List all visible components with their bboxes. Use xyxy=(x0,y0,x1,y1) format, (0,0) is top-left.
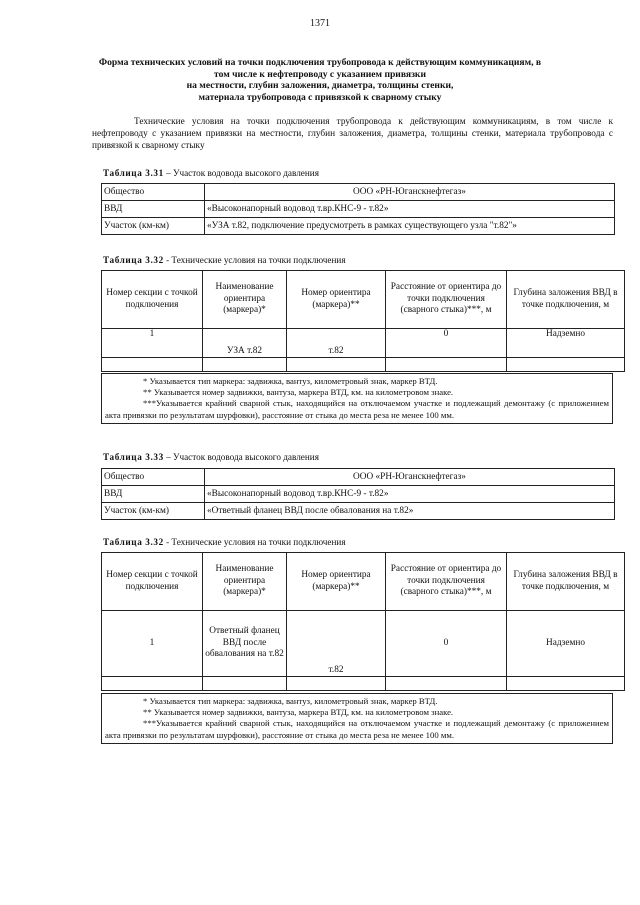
column-header: Глубина заложения ВВД в точке подключения, м xyxy=(507,271,625,329)
table-caption-text: - Технические условия на точки подключения xyxy=(163,255,346,265)
row-value: ООО «РН-Юганскнефтегаз» xyxy=(205,184,615,201)
row-label: Общество xyxy=(102,469,205,486)
column-header: Наименование ориентира (маркера)* xyxy=(203,553,287,611)
header-row xyxy=(102,553,625,611)
table-number: Таблица 3.32 xyxy=(103,537,164,547)
cell-depth: Надземно xyxy=(507,611,625,677)
empty-row xyxy=(102,358,625,372)
footnote: * Указывается тип маркера: задвижка, вантуз, километровый знак, маркер ВТД. xyxy=(143,696,438,706)
footnote: ** Указывается номер задвижки, вантуза, маркера ВТД, км. на километровом знаке. xyxy=(143,387,454,398)
table-number: Таблица 3.33 xyxy=(103,452,164,462)
title-line: на местности, глубин заложения, диаметра, толщины стенки, xyxy=(186,80,454,92)
table-number: Таблица 3.31 xyxy=(103,168,164,178)
column-header: Номер секции с точкой подключения xyxy=(102,271,203,329)
info-table xyxy=(101,468,615,520)
column-header: Номер ориентира (маркера)** xyxy=(287,271,386,329)
title-line: материала трубопровода с привязкой к сварному стыку xyxy=(198,91,442,103)
table-caption xyxy=(103,168,319,178)
cell-marker-name: УЗА т.82 xyxy=(203,329,287,358)
intro-paragraph: Технические условия на точки подключения трубопровода к действующим коммуникациям, в том числе к нефтепроводу с указанием привязки на местности, глубин заложения, диаметра, толщины стенки, материала трубопровода с привязкой к сварному стыку xyxy=(92,117,613,152)
table-row xyxy=(102,201,615,218)
row-label: ВВД xyxy=(102,486,205,503)
cell-distance: 0 xyxy=(386,611,507,677)
cell-marker-name: Ответный фланец ВВД после обвалования на т.82 xyxy=(203,611,287,677)
document-title xyxy=(95,57,545,103)
column-header: Глубина заложения ВВД в точке подключения, м xyxy=(507,553,625,611)
row-value: ООО «РН-Юганскнефтегаз» xyxy=(205,469,615,486)
empty-row xyxy=(102,677,625,691)
row-value: «УЗА т.82, подключение предусмотреть в рамках существующего узла "т.82"» xyxy=(205,218,615,235)
footnotes xyxy=(101,693,613,744)
table-caption-text: - Технические условия на точки подключения xyxy=(163,537,346,547)
footnote: ***Указывается крайний сварной стык, находящийся на отключаемом участке и подлежащий демонтажу (с приложением акта привязки по результатам шурфовки), расстояние от стыка до места реза не менее 100 мм. xyxy=(105,718,609,740)
table-caption xyxy=(103,255,346,265)
table-caption xyxy=(103,537,346,547)
cell-section: 1 xyxy=(102,329,203,358)
table-caption-text: – Участок водовода высокого давления xyxy=(163,168,319,178)
page-number: 1371 xyxy=(310,18,330,29)
column-header: Расстояние от ориентира до точки подключения (сварного стыка)***, м xyxy=(386,553,507,611)
table-row xyxy=(102,469,615,486)
table-row xyxy=(102,184,615,201)
info-table xyxy=(101,183,615,235)
cell-marker-number: т.82 xyxy=(287,329,386,358)
cell-distance: 0 xyxy=(386,329,507,358)
cell-section: 1 xyxy=(102,611,203,677)
cell-marker-number: т.82 xyxy=(287,611,386,677)
table-row xyxy=(102,486,615,503)
title-line: Форма технических условий на точки подключения трубопровода к действующим коммуникациям, в xyxy=(98,57,542,68)
table-caption xyxy=(103,452,319,462)
column-header: Наименование ориентира (маркера)* xyxy=(203,271,287,329)
row-value: «Высоконапорный водовод т.вр.КНС-9 - т.82» xyxy=(205,486,615,503)
row-label: Участок (км-км) xyxy=(102,218,205,235)
title-line: том числе к нефтепроводу с указанием привязки xyxy=(214,68,426,80)
table-row xyxy=(102,329,625,358)
table-row xyxy=(102,611,625,677)
column-header: Номер ориентира (маркера)** xyxy=(287,553,386,611)
footnotes xyxy=(101,373,613,424)
cell-depth: Надземно xyxy=(507,329,625,358)
row-value: «Высоконапорный водовод т.вр.КНС-9 - т.82» xyxy=(205,201,615,218)
footnote: ***Указывается крайний сварной стык, находящийся на отключаемом участке и подлежащий демонтажу (с приложением акта привязки по результатам шурфовки), расстояние от стыка до места реза не менее 100 мм. xyxy=(105,398,609,420)
table-row xyxy=(102,503,615,520)
row-label: ВВД xyxy=(102,201,205,218)
column-header: Номер секции с точкой подключения xyxy=(102,553,203,611)
column-header: Расстояние от ориентира до точки подключения (сварного стыка)***, м xyxy=(386,271,507,329)
row-value: «Ответный фланец ВВД после обвалования на т.82» xyxy=(205,503,615,520)
footnote: * Указывается тип маркера: задвижка, вантуз, километровый знак, маркер ВТД. xyxy=(143,376,438,386)
table-caption-text: – Участок водовода высокого давления xyxy=(163,452,319,462)
row-label: Участок (км-км) xyxy=(102,503,205,520)
conditions-table xyxy=(101,270,625,372)
table-row xyxy=(102,218,615,235)
header-row xyxy=(102,271,625,329)
row-label: Общество xyxy=(102,184,205,201)
footnote: ** Указывается номер задвижки, вантуза, маркера ВТД, км. на километровом знаке. xyxy=(143,707,454,718)
conditions-table xyxy=(101,552,625,691)
table-number: Таблица 3.32 xyxy=(103,255,164,265)
